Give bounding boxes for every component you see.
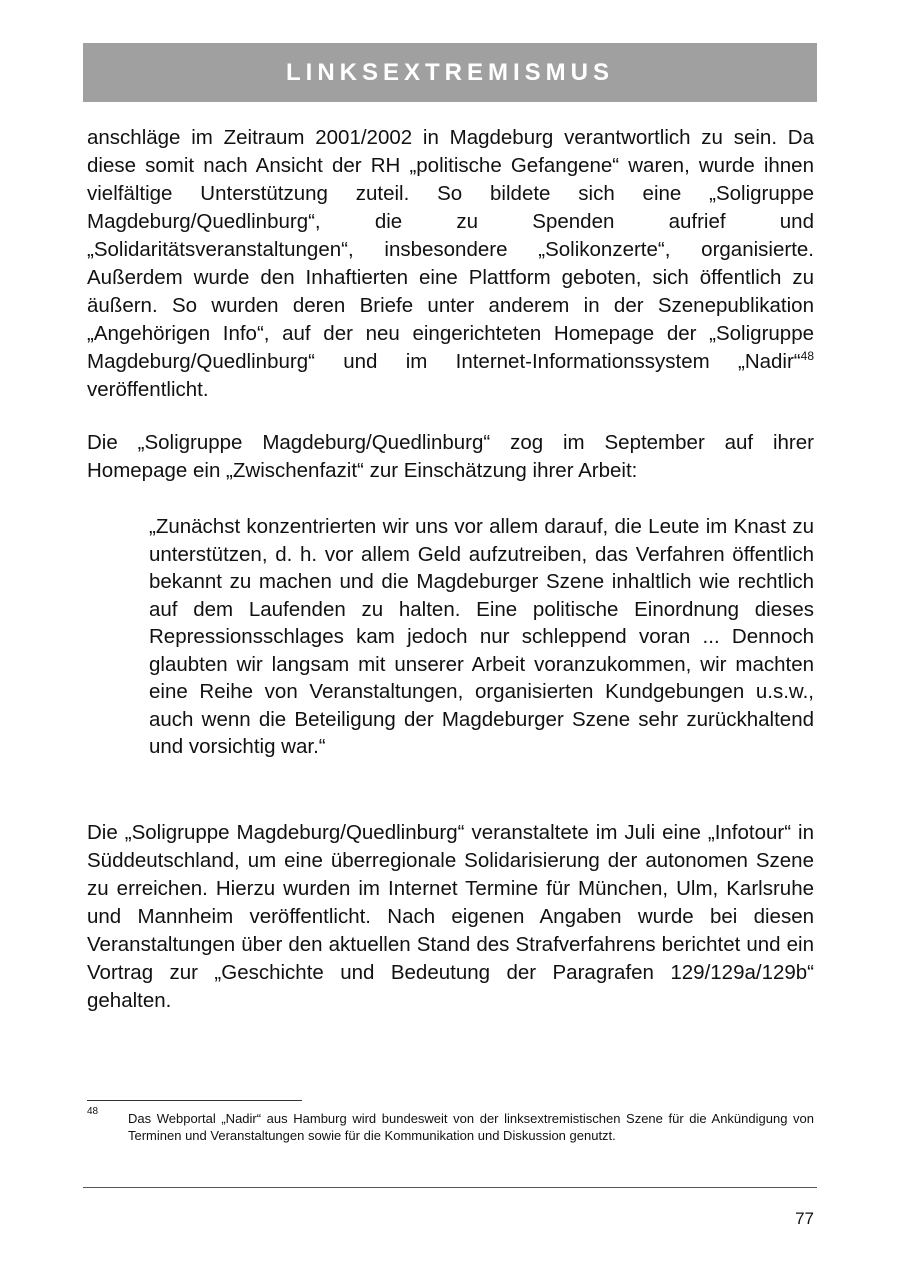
paragraph-1: [87, 124, 814, 404]
paragraph-3: Die „Soligruppe Magdeburg/Quedlinburg“ veranstaltete im Juli eine „Infotour“ in Süddeutschland, um eine überregionale Solidarisierung der autonomen Szene zu erreichen. Hierzu wurden im Internet Termine für München, Ulm, Karlsruhe und Mannheim veröffentlicht. Nach eigenen Angaben wurde bei diesen Veranstaltungen über den aktuellen Stand des Strafverfahrens berichtet und ein Vortrag zur „Geschichte und Bedeutung der Paragrafen 129/129a/129b“ gehalten.: [87, 821, 814, 1012]
paragraph-2: Die „Soligruppe Magdeburg/Quedlinburg“ zog im September auf ihrer Homepage ein „Zwischenfazit“ zur Einschätzung ihrer Arbeit:: [87, 431, 814, 482]
paragraph-1-end: veröffentlicht.: [87, 378, 209, 401]
footnote-divider: [87, 1100, 302, 1101]
section-title: LINKSEXTREMISMUS: [285, 58, 614, 86]
paragraph-1-text: anschläge im Zeitraum 2001/2002 in Magdeburg verantwortlich zu sein. Da diese somit nach Ansicht der RH „politische Gefangene“ waren, wurde ihnen vielfältige Unterstützung zuteil. So bildete sich eine „Soligruppe Magdeburg/Quedlinburg“, die zu Spenden aufrief und „Solidaritätsveranstaltungen“, insbesondere „Solikonzerte“, organisierte. Außerdem wurde den Inhaftierten eine Plattform geboten, sich öffentlich zu äußern. So wurden deren Briefe unter anderem in der Szenepublikation „Angehörigen Info“, auf der neu eingerichteten Homepage der „Soligruppe Magdeburg/Quedlinburg“ und im Internet-Informationssystem „Nadir“: [87, 126, 814, 373]
block-quote: „Zunächst konzentrierten wir uns vor allem darauf, die Leute im Knast zu unterstützen, d. h. vor allem Geld aufzutreiben, das Verfahren öffentlich bekannt zu machen und die Magdeburger Szene inhaltlich wie rechtlich auf dem Laufenden zu halten. Eine politische Einordnung dieses Repressionsschlages kam jedoch nur schleppend voran ... Dennoch glaubten wir langsam mit unserer Arbeit voranzukommen, wir machten eine Reihe von Veranstaltungen, organisierten Kundgebungen u.s.w., auch wenn die Beteiligung der Magdeburger Szene sehr zurückhaltend und vorsichtig war.“: [149, 515, 814, 758]
footnote-text: Das Webportal „Nadir“ aus Hamburg wird bundesweit von der linksextremistischen Szene für die Ankündigung von Terminen und Veranstaltungen sowie für die Kommunikation und Diskussion genutzt.: [128, 1111, 814, 1143]
footnote-reference[interactable]: 48: [800, 349, 814, 363]
footnote-number: 48: [87, 1106, 99, 1117]
page-bottom-divider: [83, 1187, 817, 1188]
section-header-bar: [83, 43, 817, 102]
page-number: 77: [795, 1209, 814, 1228]
